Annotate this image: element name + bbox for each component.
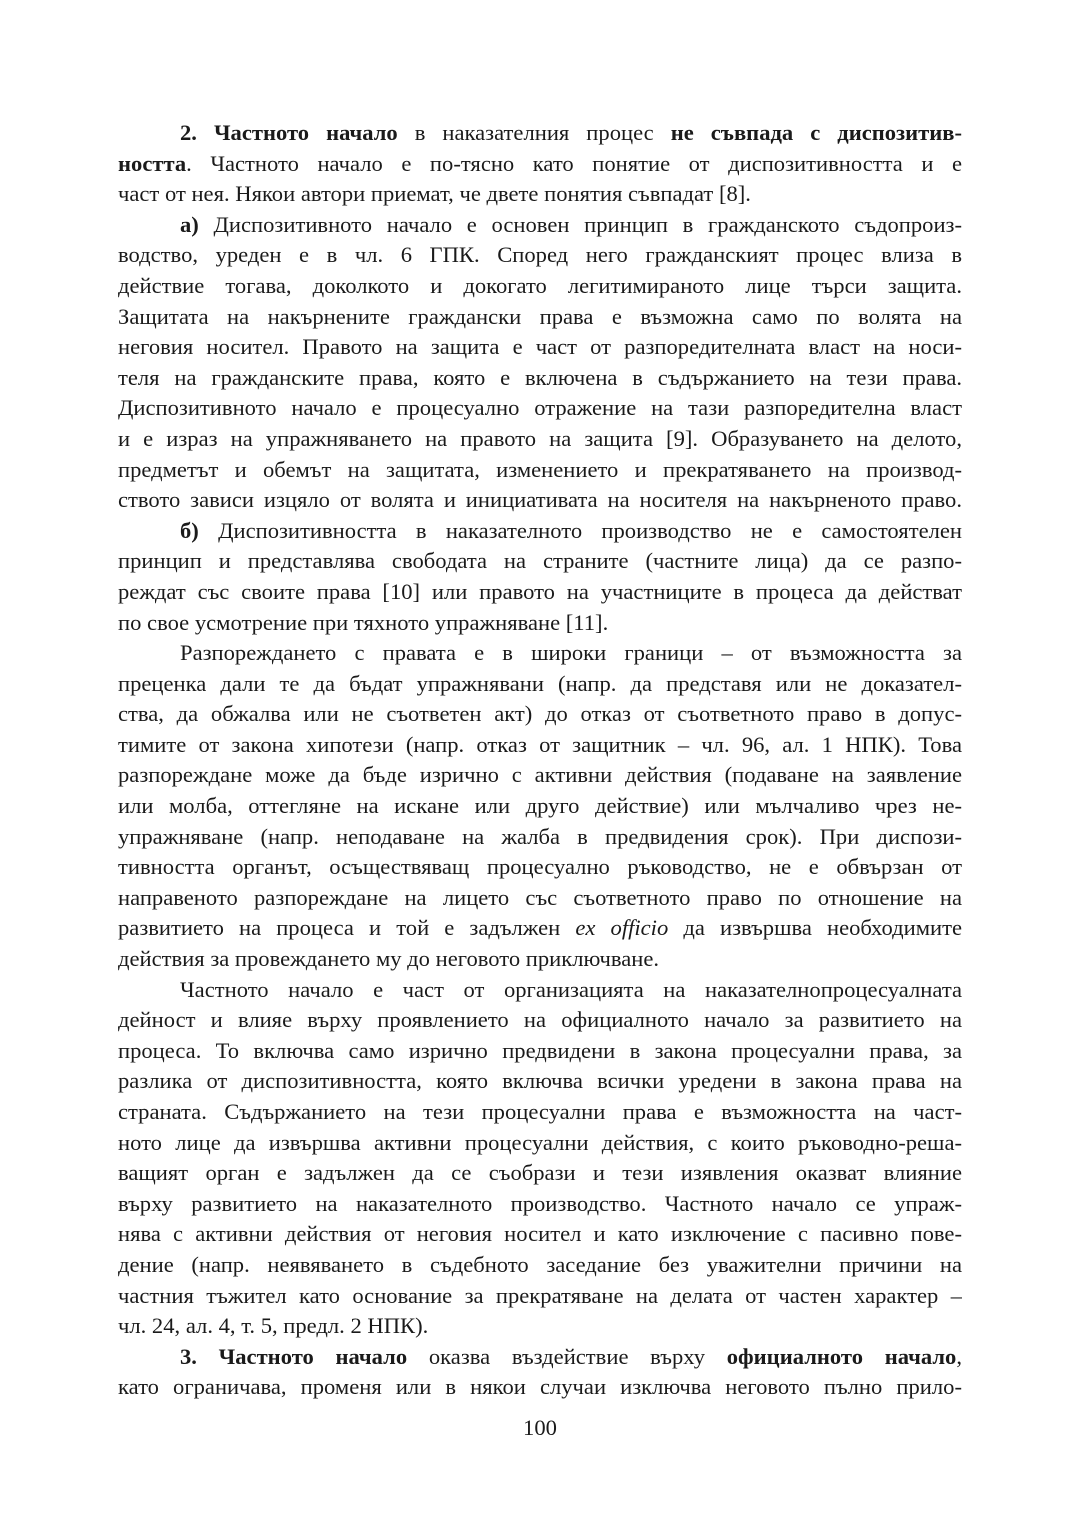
para-private-line: дейност и влияе върху проявлението на официалното начало за развитието на (118, 1007, 962, 1033)
para-disposal-line-1: Разпореждането с правата е в широки граници – от възможността за (180, 640, 962, 666)
para-a-line: предметът и обемът на защитата, изменението и прекратяването на производ- (118, 456, 962, 482)
para-private-line: частния тъжител като основание за прекратяване на делата от частен характер – (118, 1282, 962, 1308)
para-b-line-last: по свое усмотрение при тяхното упражняване [11]. (118, 609, 609, 635)
point-3-term-official: официалното начало (726, 1343, 957, 1369)
para-private-line: разлика от диспозитивността, която включва всички уредени в закона права на (118, 1068, 962, 1094)
para-a-line: Диспозитивното начало е процесуално отражение на тази разпоредителна власт (118, 395, 962, 421)
point-3-line-1: 3. Частното начало оказва въздействие върху официалното начало, (180, 1343, 962, 1369)
point-2-term: Частното начало (213, 120, 398, 145)
ex-officio-term: ex officio (575, 915, 669, 941)
point-3-line-2: като ограничава, променя или в някои случаи изключва неговото пълно прило- (118, 1374, 962, 1400)
para-b-line-1: б) Диспозитивността в наказателното производство не е самостоятелен (180, 517, 962, 543)
para-disposal-line: направеното разпореждане на лицето със съответното право по отношение на (118, 884, 962, 910)
para-b-line: реждат със своите права [10] или правото на участниците в процеса да действат (118, 578, 962, 604)
para-private-line-1: Частното начало е част от организацията на наказателнопроцесуалната (180, 976, 962, 1002)
para-a-line: водство, уреден е в чл. 6 ГПК. Според него гражданският процес влиза в (118, 242, 962, 268)
para-private-line: дение (напр. неявяването в съдебното заседание без уважителни причини на (118, 1251, 962, 1277)
point-3-number: 3. (180, 1343, 197, 1369)
para-private-line: ващият орган е задължен да се съобрази и тези изявления оказват влияние (118, 1160, 962, 1186)
point-2-line-1: 2. Частното начало в наказателния процес не съвпада с диспозитив- (180, 120, 962, 145)
para-private-line-last: чл. 24, ал. 4, т. 5, предл. 2 НПК). (118, 1313, 429, 1339)
para-private-line: процеса. То включва само изрично предвидени в закона процесуални права, за (118, 1037, 962, 1063)
para-private-line: нява с активни действия от неговия носител и като изключение с пасивно пове- (118, 1221, 962, 1247)
para-a-line: и е израз на упражняването на правото на защита [9]. Образуването на делото, (118, 425, 962, 451)
para-disposal-line: тивността органът, осъществяващ процесуално ръководство, не е обвързан от (118, 854, 962, 880)
para-disposal-ex-officio-line: развитието на процеса и той е задължен ex officio да извършва необходимите (118, 915, 962, 941)
para-a-line-1: а) Диспозитивното начало е основен принцип в гражданското съдопроиз- (180, 211, 962, 237)
para-disposal-line: или молба, оттегляне на искане или друго действие) или мълчаливо чрез не- (118, 793, 962, 819)
point-2-line-3: част от нея. Някои автори приемат, че двете понятия съвпадат [8]. (118, 181, 751, 207)
para-b-line: принцип и представлява свободата на страните (частните лица) да се разпо- (118, 548, 962, 574)
para-b-marker: б) (180, 517, 199, 543)
para-disposal-line: разпореждане може да бъде изрично с активни действия (подаване на заявление (118, 762, 962, 788)
para-private-line: върху развитието на наказателното производство. Частното начало се упраж- (118, 1190, 962, 1216)
para-a-line: теля на гражданските права, която е включена в съдържанието на тези права. (118, 364, 962, 390)
point-2-number: 2. (180, 120, 197, 145)
para-private-line: ното лице да извършва активни процесуални действия, с които ръководно-реша- (118, 1129, 962, 1155)
para-disposal-line-last: действия за провеждането му до неговото приключване. (118, 946, 660, 972)
para-disposal-line: тимите от закона хипотези (напр. отказ от защитник – чл. 96, ал. 1 НПК). Това (118, 731, 962, 757)
para-a-line: действие тогава, доколкото и докогато легитимираното лице търси защита. (118, 272, 962, 298)
point-2-thesis: не съвпада с диспозитив- (670, 120, 962, 145)
para-a-line: неговия носител. Правото на защита е част от разпоредителната власт на носи- (118, 334, 962, 360)
point-2-line-2: ността. Частното начало е по-тясно като понятие от диспозитивността и е (118, 150, 962, 176)
page-number: 100 (523, 1415, 557, 1440)
para-a-marker: а) (180, 211, 199, 237)
para-disposal-line: преценка дали те да бъдат упражнявани (напр. да представя или не доказател- (118, 670, 962, 696)
para-a-line: Защитата на накърнените граждански права е възможна само по волята на (118, 303, 962, 329)
point-3-term: Частното начало (218, 1343, 408, 1369)
para-disposal-line: ства, да обжалва или не съответен акт) до отказ от съответното право в допус- (118, 701, 962, 727)
para-disposal-line: упражняване (напр. неподаване на жалба в предвидения срок). При диспози- (118, 823, 962, 849)
para-private-line: страната. Съдържанието на тези процесуални права е възможността на част- (118, 1099, 962, 1124)
para-a-line-last: ството зависи изцяло от волята и инициативата на носителя на накърненото право. (118, 487, 962, 513)
body-text (118, 118, 962, 1403)
